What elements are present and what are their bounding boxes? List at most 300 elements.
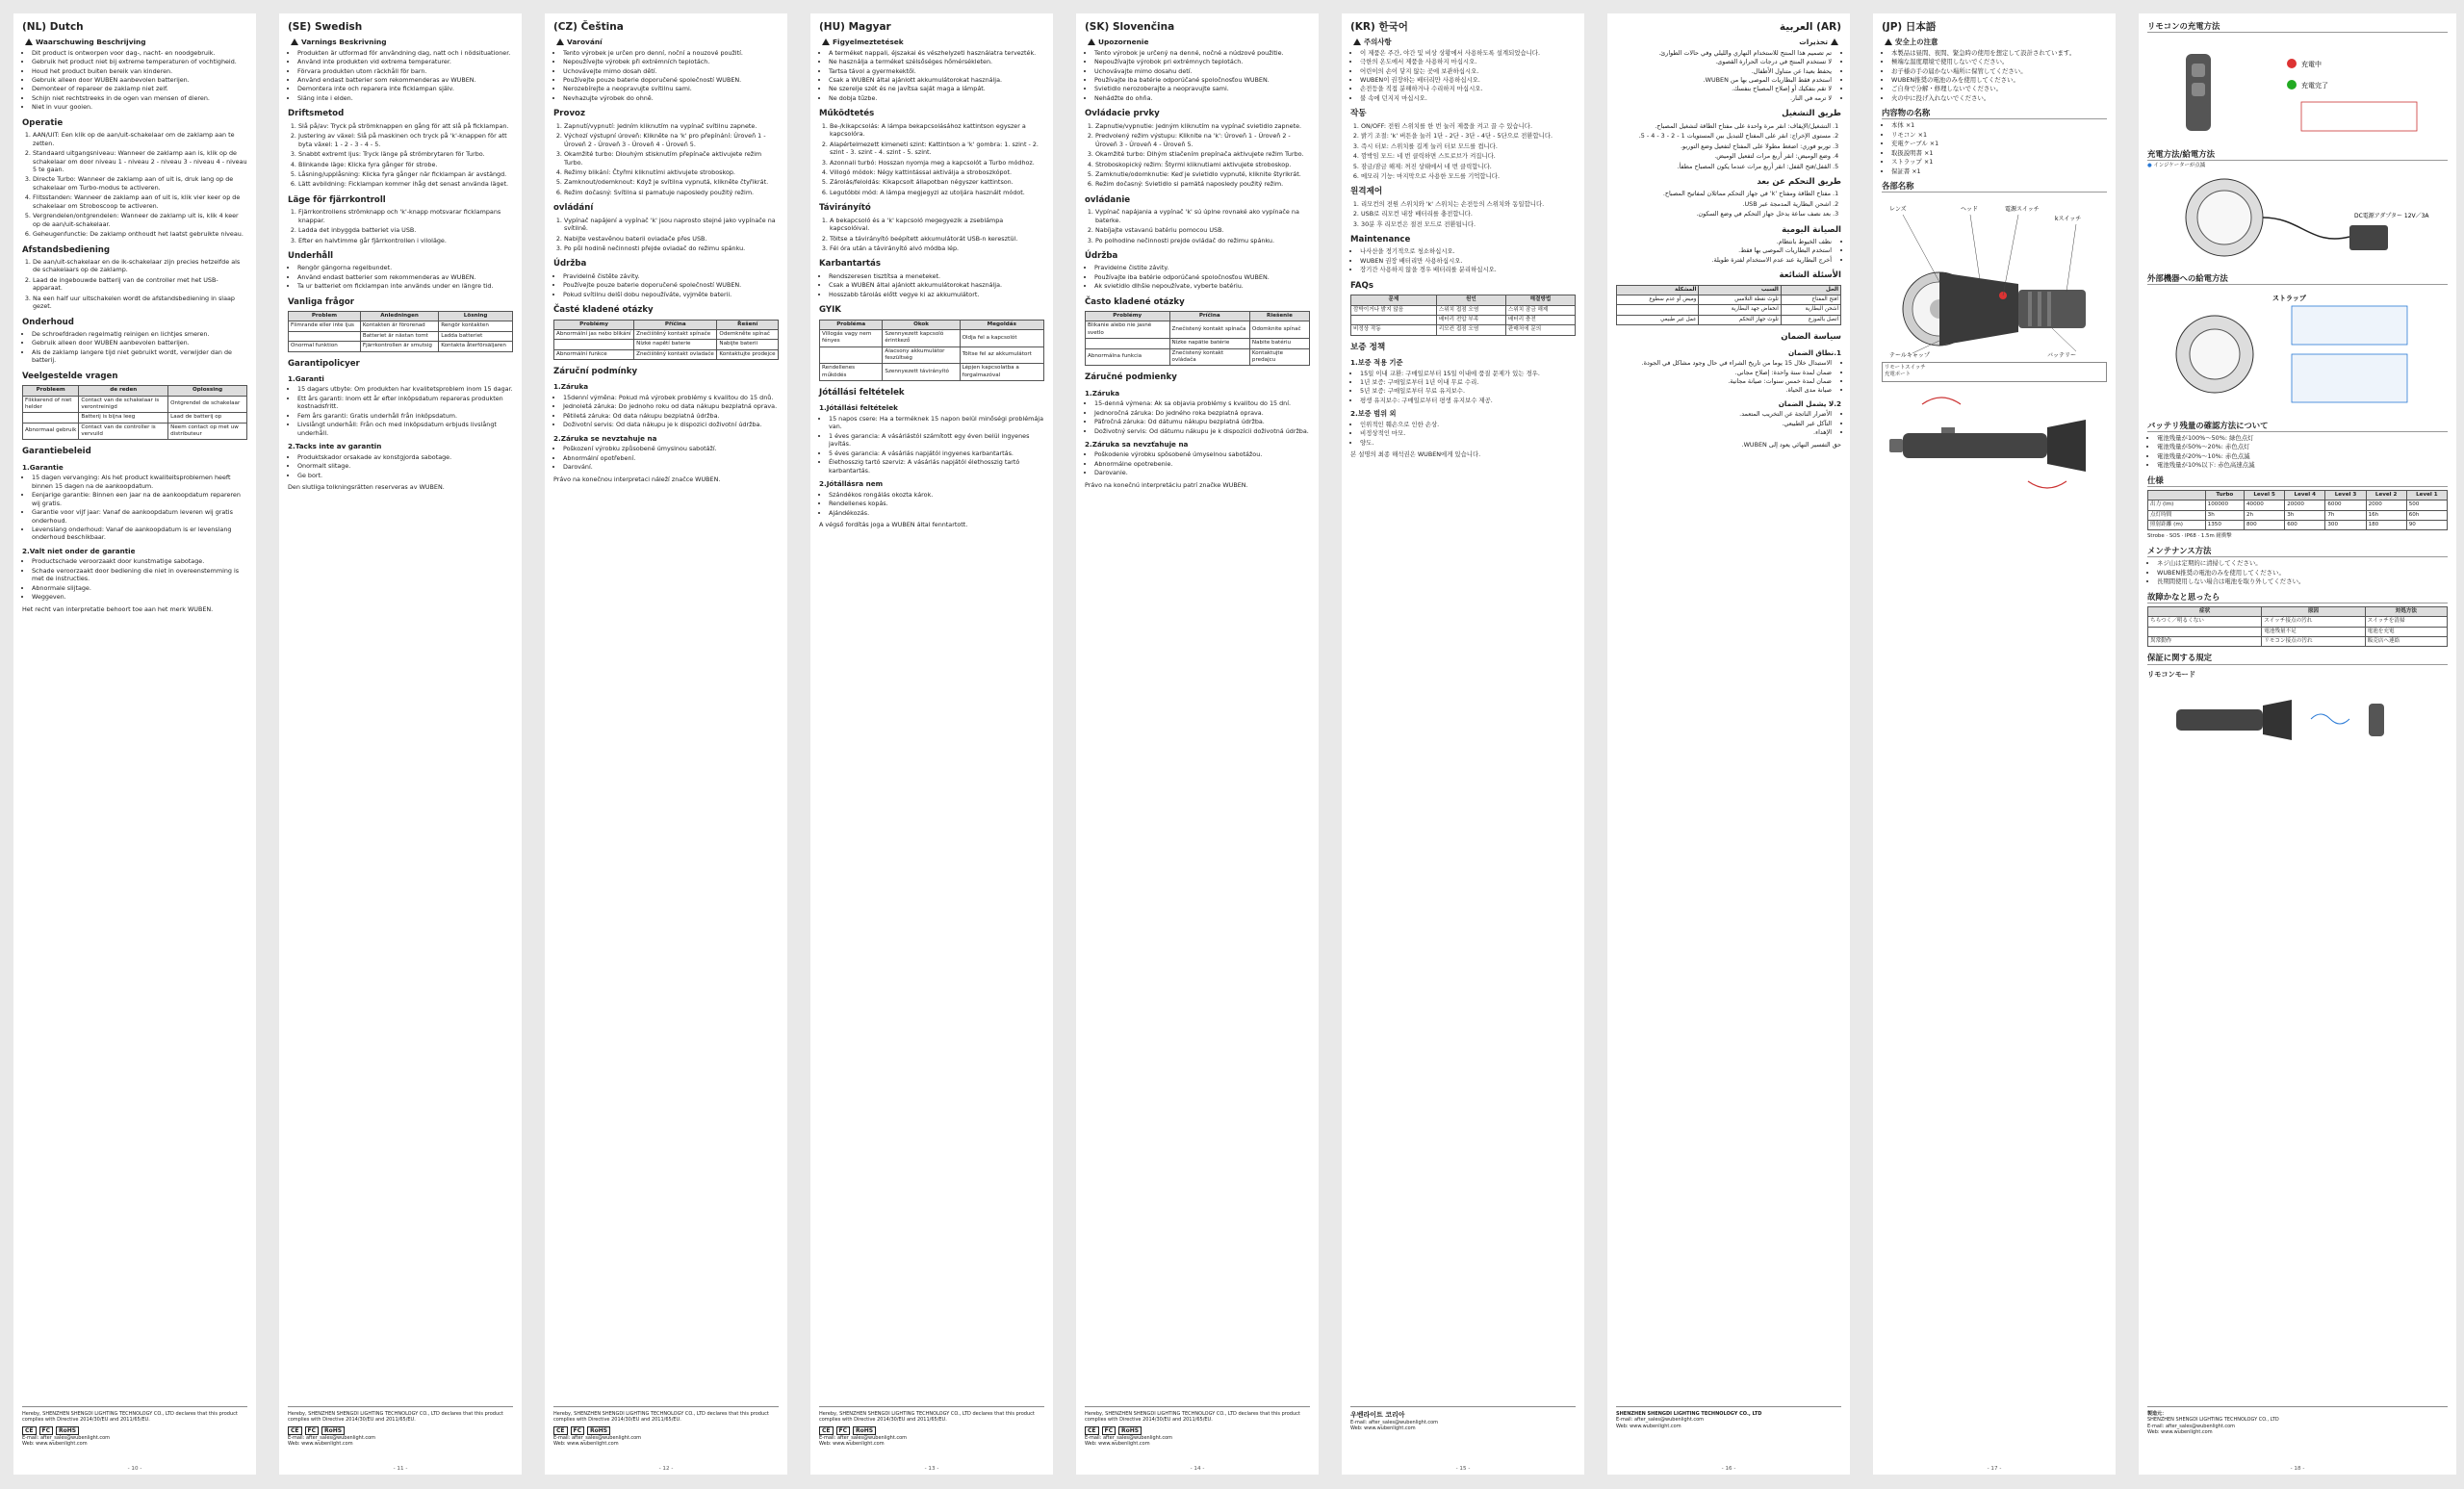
flashlight-side-diagram <box>1884 385 2105 501</box>
list-item: • 극한의 온도에서 제품을 사용하지 마십시오. <box>1360 58 1576 65</box>
list-item: 5. القفل/فتح القفل: انقر أربع مرات عندما يكون المصباح مطفأ. <box>1616 163 1831 170</box>
list-item: • 불 속에 던지지 마십시오. <box>1360 94 1576 102</box>
list-item: • 長期間使用しない場合は電池を取り外してください。 <box>2157 578 2448 585</box>
list-item: • Rengör gängorna regelbundet. <box>297 264 513 271</box>
maker-name: SHENZHEN SHENGDI LIGHTING TECHNOLOGY CO., LTD <box>2147 1417 2279 1424</box>
list-item: • 取扱説明書 ×1 <box>1891 149 2107 157</box>
list-item: 1. De aan/uit-schakelaar en de ik-schakelaar zijn precies hetzelfde als de schakelaars op de zaklamp. <box>33 258 247 274</box>
maintenance-heading: Karbantartás <box>819 259 881 270</box>
strap-diagram <box>2147 287 2446 412</box>
email: E-mail: after_sales@wubenlight.com <box>2147 1423 2236 1429</box>
warning-icon <box>1885 39 1892 45</box>
list-item: 3. Directe Turbo: Wanneer de zaklamp aan of uit is, druk lang op de schakelaar om Turbo-modus te activeren. <box>33 175 247 192</box>
warranty-list <box>288 385 513 437</box>
strap-heading: 外部機器への給電方法 <box>2147 273 2448 285</box>
not-covered-list <box>819 491 1044 517</box>
not-covered-heading: 2.Valt niet onder de garantie <box>22 546 136 555</box>
list-item: • 1년 보증: 구매일로부터 1년 이내 무료 수리. <box>1360 378 1576 386</box>
list-item: • Tartsa távol a gyermekektől. <box>829 67 1044 75</box>
remote-heading: طريق التحكم عن بعد <box>1757 176 1841 187</box>
list-item: 6. Režim dočasný: Svietidlo si pamätá naposledy použitý režim. <box>1095 180 1310 188</box>
list-item: • Ajándékozás. <box>829 509 1044 517</box>
list-item: • صيانة مدى الحياة. <box>1616 386 1832 394</box>
list-item: 2. Predvolený režim výstupu: Kliknite na 'k': Úroveň 1 - Úroveň 2 - Úroveň 3 - Úroveň 4 - Úroveň 5. <box>1095 132 1310 148</box>
list-item: 4. وضع الوميض: انقر أربع مرات لتفعيل الوميض. <box>1616 152 1831 160</box>
list-item: • 평생 유지보수: 구매일로부터 평생 유지보수 제공. <box>1360 397 1576 404</box>
warranty-subheading: 1.Garanti <box>288 373 324 383</box>
footer <box>22 1406 247 1467</box>
operation-list <box>288 122 513 189</box>
list-item: • WUBEN 권장 배터리만 사용하십시오. <box>1360 257 1576 265</box>
eu-declaration: Hereby, SHENZHEN SHENGDI LIGHTING TECHNOLOGY CO., LTD declares that this product complies with Directive 2014/30/EU and 2011/65/EU. <box>22 1411 238 1424</box>
list-item: • Schijn niet rechtstreeks in de ogen van mensen of dieren. <box>32 94 247 102</box>
website: Web: www.wubenlight.com <box>819 1441 885 1448</box>
list-item: • 保証書 ×1 <box>1891 167 2107 175</box>
ce-mark: CE <box>22 1426 37 1436</box>
rohs-mark: RoHS <box>1118 1426 1142 1436</box>
warning-list <box>22 49 247 112</box>
list-item: 2. Nabijte vestavěnou baterii ovladače přes USB. <box>564 235 779 243</box>
ce-mark: CE <box>553 1426 568 1436</box>
list-item: • استخدم فقط البطاريات الموصى بها من WUBEN. <box>1616 76 1832 84</box>
warning-icon <box>1831 39 1838 45</box>
not-covered-list <box>1350 421 1576 447</box>
list-item: 1. Vypínač napájení a vypínač 'k' jsou naprosto stejné jako vypínače na svítilně. <box>564 217 779 233</box>
list-item: 4. Režimy blikání: Čtyřmi kliknutími aktivujete stroboskop. <box>564 168 779 176</box>
list-item: • تم تصميم هذا المنتج للاستخدام النهاري والليلي وفي حالات الطوارئ. <box>1616 49 1832 57</box>
list-item: 3. توربو فوري: اضغط مطولا على المفتاح لتفعيل وضع التوربو. <box>1616 142 1831 150</box>
list-item: 2. مستوى الإخراج: انقر على المفتاح للتبديل بين المستويات 1 - 2 - 3 - 4 - 5. <box>1616 132 1831 140</box>
list-item: • 15일 이내 교환: 구매일로부터 15일 이내에 품질 문제가 있는 경우. <box>1360 370 1576 377</box>
list-item: • Houd het product buiten bereik van kinderen. <box>32 67 247 75</box>
warning-list <box>1085 49 1310 103</box>
warranty-heading: Jótállási feltételek <box>819 388 905 398</box>
list-item: 3. 즉시 터보: 스위치를 길게 눌러 터보 모드를 켭니다. <box>1361 142 1576 150</box>
list-item: • Doživotný servis: Od dátumu nákupu je k dispozícii doživotná údržba. <box>1094 427 1310 435</box>
list-item: 5. Vergrendelen/ontgrendelen: Wanneer de zaklamp uit is, klik 4 keer op de aan/uit-schakelaar. <box>33 212 247 228</box>
interpretation-note: Právo na konečnú interpretáciu patrí značke WUBEN. <box>1085 480 1248 489</box>
list-item: • ضمان لمدة خمس سنوات: صيانة مجانية. <box>1616 377 1832 385</box>
list-item: 4. Stroboskopický režim: Štyrmi kliknutiami aktivujete stroboskop. <box>1095 161 1310 168</box>
list-item: 3. Efter en halvtimme går fjärrkontrollen i viloläge. <box>298 237 513 244</box>
list-item: • ストラップ ×1 <box>1891 158 2107 166</box>
list-item: • لا ترمه في النار. <box>1616 94 1832 102</box>
charging-diagram <box>2147 169 2446 266</box>
maintenance-heading: Údržba <box>1085 251 1118 262</box>
list-item: 5. Låsning/upplåsning: Klicka fyra gånger när ficklampan är avstängd. <box>298 170 513 178</box>
section-title: (AR) العربية <box>1779 21 1841 33</box>
website: Web: www.wubenlight.com <box>1085 1441 1150 1448</box>
list-item: • Ne dobja tűzbe. <box>829 94 1044 102</box>
footer: Hereby, SHENZHEN SHENGDI LIGHTING TECHNOLOGY CO., LTD declares that this product complies with Directive 2014/30/EU and 2011/65/EU. CE FC RoHS E-mail: after_sales@wubenlight.com Web: www.wubenlight.com <box>1085 1406 1310 1467</box>
email: E-mail: after_sales@wubenlight.com <box>819 1435 908 1441</box>
list-item: • Livslångt underhåll: Från och med inköpsdatum erbjuds livslångt underhåll. <box>297 421 513 437</box>
not-covered-list <box>22 557 247 601</box>
warning-list <box>819 49 1044 103</box>
part-label: ヘッド <box>1961 206 1979 214</box>
list-item: 1. ON/OFF: 전원 스위치를 한 번 눌러 제품을 켜고 끌 수 있습니다. <box>1361 122 1576 130</box>
remote-charge-diagram <box>2147 35 2446 141</box>
list-item: • الإهداء. <box>1616 428 1832 436</box>
fc-mark: FC <box>305 1426 320 1436</box>
faq-heading: Časté kladené otázky <box>553 305 654 316</box>
list-item: • Garantie voor vijf jaar: Vanaf de aankoopdatum leveren wij gratis onderhoud. <box>32 508 247 525</box>
list-item: 1. Fjärrkontrollens strömknapp och 'k'-knapp motsvarar ficklampans knappar. <box>298 208 513 224</box>
list-item: 3. Okamžité turbo: Dlhým stlačením prepínača aktivujete režim Turbo. <box>1095 150 1310 158</box>
operation-heading: طريق التشغيل <box>1782 109 1841 119</box>
list-item: • お子様の手の届かない場所に保管してください。 <box>1891 67 2107 75</box>
list-item: • Gebruik alleen door WUBEN aanbevolen batterijen. <box>32 76 247 84</box>
remote-list <box>22 258 247 311</box>
rohs-mark: RoHS <box>853 1426 876 1436</box>
list-item: 3. 30분 후 리모컨은 절전 모드로 전환됩니다. <box>1361 220 1576 228</box>
list-item: • 15-denná výmena: Ak sa objavia problémy s kvalitou do 15 dní. <box>1094 399 1310 407</box>
faq-heading: الأسئلة الشائعة <box>1779 270 1841 281</box>
table-row: Onormal funktion Fjärrkontrollen är smutsig Kontakta återförsäljaren <box>289 342 513 351</box>
list-item: 4. 깜박임 모드: 네 번 클릭하면 스트로브가 켜집니다. <box>1361 152 1576 160</box>
maintenance-list <box>553 272 779 298</box>
list-item: • De schroefdraden regelmatig reinigen en lichtjes smeren. <box>32 330 247 338</box>
website: Web: www.wubenlight.com <box>22 1441 88 1448</box>
list-item: 1. 리모컨의 전원 스위치와 'k' 스위치는 손전등의 스위치와 동일합니다. <box>1361 200 1576 208</box>
page-number: - 18 - <box>2290 1465 2305 1472</box>
faq-heading: 故障かなと思ったら <box>2147 592 2448 603</box>
remote-list <box>553 217 779 253</box>
list-item: • Hosszabb tárolás előtt vegye ki az akkumulátort. <box>829 291 1044 298</box>
operation-list <box>1085 122 1310 189</box>
list-item: 4. Flitsstanden: Wanneer de zaklamp aan of uit is, klik vier keer op de schakelaar om Stroboscoop te activeren. <box>33 193 247 210</box>
faq-table: Problémy Príčina Riešenie Blikanie alebo nie jasné svetlo Znečistený kontakt spínača Odomknite spínač Nízke napätie batérie Nabite batériu Abnormálna funkcia Znečistený kontakt ovládača Kontaktujte predajcu <box>1085 311 1310 366</box>
section-title: (CZ) Čeština <box>553 21 624 33</box>
warning-icon <box>1088 39 1095 45</box>
page-number: - 12 - <box>658 1465 674 1472</box>
table-row: Abnormálna funkcia Znečistený kontakt ovládača Kontaktujte predajcu <box>1086 348 1310 366</box>
fc-mark: FC <box>571 1426 585 1436</box>
remote-heading: Afstandsbediening <box>22 244 111 255</box>
list-item: • 電池残量が50%〜20%: 赤色点灯 <box>2157 443 2448 450</box>
page-number: - 11 - <box>393 1465 408 1472</box>
list-item: • Používejte pouze baterie doporučené společností WUBEN. <box>563 281 779 289</box>
list-item: • Använd endast batterier som rekommenderas av WUBEN. <box>297 76 513 84</box>
maintenance-list <box>288 264 513 290</box>
list-item: 1. Be-/kikapcsolás: A lámpa bekapcsolásához kattintson egyszer a kapcsolóra. <box>830 122 1044 139</box>
interpretation-note: Právo na konečnou interpretaci náleží značce WUBEN. <box>553 475 721 483</box>
parts-heading: 各部名称 <box>1882 181 2107 193</box>
list-item: • Förvara produkten utom räckhåll för barn. <box>297 67 513 75</box>
warning-list <box>288 49 513 103</box>
email: E-mail: after_sales@wubenlight.com <box>553 1435 642 1441</box>
list-item: • WUBEN推奨の電池のみを使用してください。 <box>1891 76 2107 84</box>
table-header: de reden <box>79 386 168 396</box>
faq-table: Problémy Příčina Řešení Abnormální jas nebo blikání Znečištěný kontakt spínače Odemkněte spínač Nízké napětí baterie Nabijte baterii Abnormální funkce Znečištěný kontakt ovladače Kontaktujte prodejce <box>553 320 779 361</box>
maintenance-heading: Underhåll <box>288 251 334 262</box>
footer: Hereby, SHENZHEN SHENGDI LIGHTING TECHNOLOGY CO., LTD declares that this product complies with Directive 2014/30/EU and 2011/65/EU. CE FC RoHS E-mail: after_sales@wubenlight.com Web: www.wubenlight.com <box>288 1406 513 1467</box>
table-row: Villogás vagy nem fényes Szennyezett kapcsoló érintkező Oldja fel a kapcsolót <box>820 329 1044 347</box>
warning-heading: Upozornenie <box>1085 38 1310 47</box>
list-item: • Pokud svítilnu delší dobu nepoužíváte, vyjměte baterii. <box>563 291 779 298</box>
list-item: 2. USB로 리모컨 내장 배터리를 충전합니다. <box>1361 210 1576 218</box>
email: E-mail: after_sales@wubenlight.com <box>1085 1435 1173 1441</box>
list-item: • Dit product is ontworpen voor dag-, nacht- en noodgebruik. <box>32 49 247 57</box>
list-item: • Csak a WUBEN által ajánlott akkumulátorokat használja. <box>829 281 1044 289</box>
charge-note: ● インジケーターが点滅 <box>2147 162 2206 168</box>
maintenance-heading: Údržba <box>553 259 587 270</box>
table-row: 点灯時間 3h 2h 3h 7h 16h 60h <box>2148 510 2448 520</box>
maintenance-heading: メンテナンス方法 <box>2147 546 2448 557</box>
warranty-heading: Garantipolicyer <box>288 358 360 369</box>
faq-heading: FAQs <box>1350 280 1373 291</box>
list-item: 2. Standaard uitgangsniveau: Wanneer de zaklamp aan is, klik op de schakelaar om door niveau 1 - niveau 2 - niveau 3 - niveau 4 - niveau 5 te gaan. <box>33 149 247 173</box>
table-row: 깜박이거나 밝지 않음 스위치 접점 오염 스위치 잠금 해제 <box>1351 305 1576 315</box>
not-covered-heading: 2.Jótállásra nem <box>819 479 884 489</box>
list-item: • Uchovávejte mimo dosah dětí. <box>563 67 779 75</box>
part-label: kスイッチ <box>2055 216 2082 223</box>
list-item: 4. Villogó módok: Négy kattintással aktiválja a stroboszkópot. <box>830 168 1044 176</box>
website: Web: www.wubenlight.com <box>1350 1425 1416 1431</box>
footer <box>2147 1406 2448 1467</box>
table-row: اشحن البطارية انخفاض جهد البطارية <box>1617 305 1841 315</box>
list-item: 3. Snabbt extremt ljus: Tryck länge på strömbrytaren för Turbo. <box>298 150 513 158</box>
table-row: Batterij is bijna leeg Laad de batterij op <box>23 413 247 423</box>
remote-heading: 원격제어 <box>1350 187 1383 197</box>
charging-led <box>2287 59 2297 68</box>
contact-name: 우벤라이트 코리아 <box>1350 1411 1405 1419</box>
maintenance-heading: Maintenance <box>1350 235 1411 245</box>
warranty-list <box>553 394 779 429</box>
list-item: 2. Ladda det inbyggda batteriet via USB. <box>298 226 513 234</box>
faq-heading: Často kladené otázky <box>1085 296 1185 307</box>
list-item: • استخدم البطاريات الموصى بها فقط. <box>1616 246 1832 254</box>
table-row: 배터리 전압 부족 배터리 충전 <box>1351 315 1576 324</box>
list-item: 1. Vypínač napájania a vypínač 'k' sú úplne rovnaké ako vypínače na baterke. <box>1095 208 1310 224</box>
remote-heading: Läge för fjärrkontroll <box>288 194 386 205</box>
list-item: 3. بعد نصف ساعة يدخل جهاز التحكم في وضع السكون. <box>1616 210 1831 218</box>
list-item: 1. مفتاح الطاقة ومفتاح 'k' في جهاز التحكم مماثلان لمفاتيح المصباح. <box>1616 190 1831 197</box>
list-item: • 電池残量が20%〜10%: 赤色点滅 <box>2157 452 2448 460</box>
list-item: • Niet in vuur gooien. <box>32 103 247 111</box>
warning-icon <box>1353 39 1361 45</box>
list-item: • Produktskador orsakade av konstgjorda sabotage. <box>297 453 513 461</box>
section-title: (KR) 한국어 <box>1350 21 1408 33</box>
list-item: • 電池残量が10%以下: 赤色高速点滅 <box>2157 461 2448 469</box>
list-item: • Rendszeresen tisztítsa a meneteket. <box>829 272 1044 280</box>
list-item: • Používajte iba batérie odporúčané spoločnosťou WUBEN. <box>1094 273 1310 281</box>
warranty-heading: 보증 정책 <box>1350 342 1386 352</box>
list-item: • ネジ山は定期的に清掃してください。 <box>2157 559 2448 567</box>
not-covered-list <box>553 445 779 471</box>
list-item: • 電池残量が100%〜50%: 緑色点灯 <box>2157 434 2448 442</box>
operation-list <box>1350 122 1576 181</box>
company-name: SHENZHEN SHENGDI LIGHTING TECHNOLOGY CO., LTD <box>1616 1411 1762 1417</box>
ce-mark: CE <box>819 1426 834 1436</box>
maintenance-heading: Onderhoud <box>22 317 74 327</box>
list-item: • Nepoužívajte výrobok pri extrémnych teplotách. <box>1094 58 1310 65</box>
table-row: 照射距離 (m) 1350 800 600 300 180 90 <box>2148 520 2448 529</box>
interpretation-note: حق التفسير النهائي يعود إلى WUBEN. <box>1741 440 1841 449</box>
not-covered-heading: 2.보증 범위 외 <box>1350 409 1397 419</box>
rohs-mark: RoHS <box>56 1426 79 1436</box>
operation-heading: 작동 <box>1350 109 1367 119</box>
warranty-list <box>1085 399 1310 435</box>
warranty-subheading: 1.نطاق الضمان <box>1788 347 1841 357</box>
table-row: افتح المفتاح تلوث نقطة التلامس وميض أو عدم سطوع <box>1617 295 1841 305</box>
faq-table <box>22 385 247 440</box>
warning-heading: تحذيرات <box>1616 38 1841 47</box>
list-item: 2. 밝기 조절: 'k' 버튼을 눌러 1단 - 2단 - 3단 - 4단 - 5단으로 전환합니다. <box>1361 132 1576 140</box>
list-item: • نظف الخيوط بانتظام. <box>1616 238 1832 245</box>
warning-icon <box>822 39 830 45</box>
column-dutch <box>13 13 256 1475</box>
list-item: • Abnormální opotřebení. <box>563 454 779 462</box>
list-item: • 本体 ×1 <box>1891 121 2107 129</box>
flashlight-illustration <box>1903 272 2086 346</box>
adapter-label: DC電源アダプター 12V／3A <box>2354 212 2429 219</box>
list-item: • Abnormálne opotrebenie. <box>1094 460 1310 468</box>
list-item: • 本製品は昼間、夜間、緊急時の使用を想定して設計されています。 <box>1891 49 2107 57</box>
list-item: • リモコン ×1 <box>1891 131 2107 139</box>
faq-table: الحل السبب المشكلة افتح المفتاح تلوث نقطة التلامس وميض أو عدم سطوع اشحن البطارية انخفاض جهد البطارية اتصل بالموزع تلوث جهاز التحكم عمل غير طبيعي <box>1616 285 1841 326</box>
warranty-heading: Záruční podmínky <box>553 367 638 377</box>
list-item: • Weggeven. <box>32 593 247 601</box>
footer <box>1616 1406 1841 1467</box>
warning-heading: 安全上の注意 <box>1882 38 2107 47</box>
list-item: • ضمان لمدة سنة واحدة: إصلاح مجاني. <box>1616 369 1832 376</box>
list-item: 6. Legutóbbi mód: A lámpa megjegyzi az utoljára használt módot. <box>830 189 1044 196</box>
list-item: • Levenslang onderhoud: Vanaf de aankoopdatum is er levenslang onderhoud beschikbaar. <box>32 526 247 542</box>
section-title: (SK) Slovenčina <box>1085 21 1175 33</box>
list-item: 1. AAN/UIT: Een klik op de aan/uit-schakelaar om de zaklamp aan te zetten. <box>33 131 247 147</box>
faq-heading: GYIK <box>819 305 841 316</box>
warning-list <box>1882 49 2107 103</box>
email: E-mail: after_sales@wubenlight.com <box>22 1435 111 1441</box>
table-row: Abnormální funkce Znečištěný kontakt ovladače Kontaktujte prodejce <box>554 349 779 359</box>
fc-mark: FC <box>1102 1426 1116 1436</box>
remote-charge-heading: リモコンの充電方法 <box>2147 21 2448 33</box>
table-row: Alacsony akkumulátor feszültség Töltse fel az akkumulátort <box>820 347 1044 364</box>
website: Web: www.wubenlight.com <box>1616 1423 1681 1429</box>
ce-mark: CE <box>288 1426 302 1436</box>
charge-label: 充電中 <box>2301 61 2322 69</box>
list-item: • 장기간 사용하지 않을 경우 배터리를 분리하십시오. <box>1360 266 1576 273</box>
warranty-heading: Garantiebeleid <box>22 447 91 457</box>
charge-label: 充電完了 <box>2301 82 2328 90</box>
part-label: バッテリー <box>2047 352 2077 360</box>
list-item: • Darování. <box>563 463 779 471</box>
list-item: • Tento výrobek je určen pro denní, noční a nouzové použití. <box>563 49 779 57</box>
maintenance-list <box>1350 247 1576 273</box>
faq-table: Problem Anledningen Lösning Flimrande eller inte ljus Kontakten är förorenad Rengör kontakten Batteriet är nästan tomt Ladda batteriet Onormal funktion Fjärrkontrollen är smutsig Kontakta återförsäljaren <box>288 311 513 352</box>
website: Web: www.wubenlight.com <box>2147 1428 2213 1435</box>
list-item: • Ett års garanti: Inom ett år efter inköpsdatum repareras produkten kostnadsfritt. <box>297 395 513 411</box>
list-item: • 5 éves garancia: A vásárlás napjától ingyenes karbantartás. <box>829 449 1044 457</box>
list-item: • 火の中に投げ入れないでください。 <box>1891 94 2107 102</box>
charge-heading: 充電方法/給電方法 <box>2147 149 2448 161</box>
page-number: - 13 - <box>924 1465 939 1472</box>
list-item: • Produkten är utformad för användning dag, natt och i nödsituationer. <box>297 49 513 57</box>
list-item: 1. Zapnutie/vypnutie: Jedným kliknutím na vypínač svietidlo zapnete. <box>1095 122 1310 130</box>
strap-label: ストラップ <box>2272 295 2306 303</box>
page-number: - 15 - <box>1455 1465 1471 1472</box>
list-item: • Als de zaklamp langere tijd niet gebruikt wordt, verwijder dan de batterij. <box>32 348 247 365</box>
list-item: • Používejte pouze baterie doporučené společností WUBEN. <box>563 76 779 84</box>
list-item: • 極端な温度環境で使用しないでください。 <box>1891 58 2107 65</box>
remote-mode-diagram <box>2147 680 2446 757</box>
operation-heading: Működtetés <box>819 109 875 119</box>
list-item: 5. Zamknutie/odomknutie: Keď je svietidlo vypnuté, kliknite štyrikrát. <box>1095 170 1310 178</box>
remote-heading: ovládání <box>553 203 594 214</box>
section-title: (JP) 日本語 <box>1882 21 1937 33</box>
list-item: 2. Justering av växel: Slå på maskinen och tryck på 'k'-knappen för att byta växel: 1 - 2 - 3 - 4 - 5. <box>298 132 513 148</box>
list-item: • 나사산을 정기적으로 청소하십시오. <box>1360 247 1576 255</box>
faq-table: 문제 원인 해결방법 깜박이거나 밝지 않음 스위치 접점 오염 스위치 잠금 해제 배터리 전압 부족 배터리 충전 비정상 작동 리모컨 접점 오염 판매처에 문의 <box>1350 295 1576 336</box>
operation-heading: Operatie <box>22 117 64 128</box>
email: E-mail: after_sales@wubenlight.com <box>1350 1419 1439 1425</box>
warranty-subheading: 1.보증 적용 기준 <box>1350 358 1403 367</box>
list-item: • Nevhazujte výrobek do ohně. <box>563 94 779 102</box>
battery-list <box>2147 434 2448 470</box>
warranty-subheading: 1.Záruka <box>553 382 589 392</box>
list-item: 3. Na een half uur uitschakelen wordt de afstandsbediening in slaap gezet. <box>33 295 247 311</box>
remote-list <box>819 217 1044 253</box>
page-number: - 17 - <box>1987 1465 2002 1472</box>
list-item: • Gebruik alleen door WUBEN aanbevolen batterijen. <box>32 339 247 347</box>
table-row: Flikkerend of niet helder Contact van de schakelaar is verontreinigd Ontgrendel de schakelaar <box>23 396 247 413</box>
part-label: 電源スイッチ <box>2005 206 2040 214</box>
list-item: • 充電ケーブル ×1 <box>1891 140 2107 147</box>
list-item: • الأضرار الناتجة عن التخريب المتعمد. <box>1616 410 1832 418</box>
email: E-mail: after_sales@wubenlight.com <box>288 1435 376 1441</box>
warranty-list <box>1350 370 1576 405</box>
list-item: 3. Azonnali turbó: Hosszan nyomja meg a kapcsolót a Turbo módhoz. <box>830 159 1044 167</box>
list-item: • Uchovávajte mimo dosahu detí. <box>1094 67 1310 75</box>
list-item: • 손전등을 직접 분해하거나 수리하지 마십시오. <box>1360 85 1576 92</box>
list-item: 3. Po polhodine nečinnosti prejde ovládač do režimu spánku. <box>1095 237 1310 244</box>
list-item: • 이 제품은 주간, 야간 및 비상 상황에서 사용하도록 설계되었습니다. <box>1360 49 1576 57</box>
list-item: 1. التشغيل/الإيقاف: انقر مرة واحدة على مفتاح الطاقة لتشغيل المصباح. <box>1616 122 1831 130</box>
list-item: • Demontera inte och reparera inte ficklampan själv. <box>297 85 513 92</box>
list-item: • 15 dagars utbyte: Om produkten har kvalitetsproblem inom 15 dagar. <box>297 385 513 393</box>
list-item: • Používajte iba batérie odporúčané spoločnosťou WUBEN. <box>1094 76 1310 84</box>
list-item: • Demonteer of repareer de zaklamp niet zelf. <box>32 85 247 92</box>
list-item: • Ne szerelje szét és ne javítsa saját maga a lámpát. <box>829 85 1044 92</box>
website: Web: www.wubenlight.com <box>553 1441 619 1448</box>
list-item: • Ta ur batteriet om ficklampan inte används under en längre tid. <box>297 282 513 290</box>
warning-heading: Figyelmeztetések <box>819 38 1044 47</box>
warning-list <box>1350 49 1576 103</box>
list-item: 1. A bekapcsoló és a 'k' kapcsoló megegyezik a zseblámpa kapcsolóival. <box>830 217 1044 233</box>
list-item: • Tento výrobok je určený na denné, nočné a núdzové použitie. <box>1094 49 1310 57</box>
list-item: • 15 napos csere: Ha a terméknek 15 napon belül minőségi problémája van. <box>829 415 1044 431</box>
remote-list <box>288 208 513 244</box>
operation-heading: Provoz <box>553 109 585 119</box>
part-label: レンズ <box>1889 206 1907 214</box>
list-item: • Använd inte produkten vid extrema temperaturer. <box>297 58 513 65</box>
page-number: - 16 - <box>1721 1465 1736 1472</box>
list-item: • Productschade veroorzaakt door kunstmatige sabotage. <box>32 557 247 565</box>
list-item: • الاستبدال خلال 15 يوما من تاريخ الشراء في حال وجود مشاكل في الجودة. <box>1616 359 1832 367</box>
warranty-list <box>819 415 1044 475</box>
faq-heading: Veelgestelde vragen <box>22 371 118 381</box>
operation-heading: Driftsmetod <box>288 109 345 119</box>
list-item: • Poškození výrobku způsobené úmyslnou sabotáží. <box>563 445 779 452</box>
warning-icon <box>291 39 298 45</box>
battery-heading: バッテリ残量の確認方法について <box>2147 421 2448 432</box>
column-japanese <box>1873 13 2116 1475</box>
list-item: 6. Režim dočasný: Svítilna si pamatuje naposledy použitý režim. <box>564 189 779 196</box>
rohs-mark: RoHS <box>587 1426 610 1436</box>
warning-heading: 주의사항 <box>1350 38 1576 47</box>
not-covered-heading: 2.لا يشمل الضمان <box>1778 398 1841 408</box>
